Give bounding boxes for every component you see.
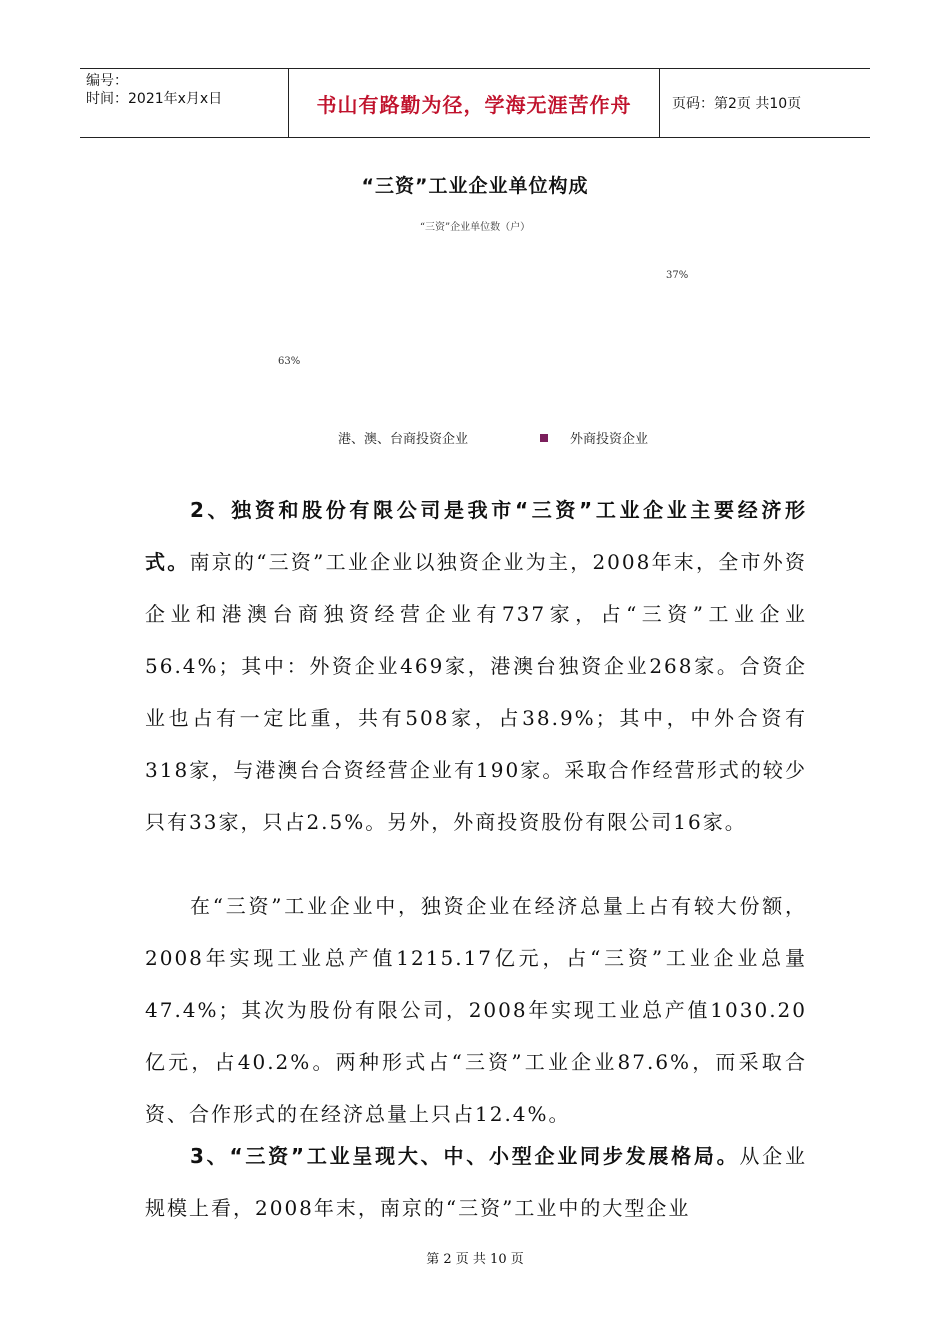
paragraph-1 — [145, 484, 807, 848]
paragraph-2 — [145, 880, 807, 1140]
chart-title: “三资”工业企业单位构成 — [361, 175, 589, 197]
header-motto: 书山有路勤为径，学海无涯苦作舟 — [289, 69, 660, 137]
header-page-info: 页码：第2页 共10页 — [672, 96, 802, 112]
header-meta — [80, 69, 289, 137]
time-label: 时间：2021年x月x日 — [86, 91, 223, 107]
paragraph-3 — [145, 1130, 807, 1234]
page-footer: 第 2 页 共 10 页 — [426, 1252, 524, 1267]
legend-label-hmt: 港、澳、台商投资企业 — [338, 432, 469, 447]
legend-swatch-foreign — [540, 434, 548, 442]
paragraph-1-heading: 2、独资和股份有限公司是我市“三资”工业企业主要经济形式。 — [145, 498, 807, 574]
chart-subtitle: “三资”企业单位数（户） — [419, 222, 531, 233]
paragraph-3-heading: 3、“三资”工业呈现大、中、小型企业同步发展格局。 — [190, 1144, 740, 1168]
legend-label-foreign: 外商投资企业 — [570, 432, 649, 447]
legend-item-foreign — [540, 428, 648, 447]
pie-chart — [0, 240, 950, 420]
number-label: 编号： — [86, 73, 128, 89]
paragraph-3-text: 从企业规模上看，2008年末，南京的“三资”工业中的大型企业 — [145, 1144, 807, 1220]
paragraph-2-text: 在“三资”工业企业中，独资企业在经济总量上占有较大份额，2008年实现工业总产值1215.17亿元，占“三资”工业企业总量47.4%；其次为股份有限公司，2008年实现工业总产值1030.20亿元，占40.2%。两种形式占“三资”工业企业87.6%，而采取合资、合作形式的在经济总量上只占12.4%。 — [145, 894, 807, 1126]
legend-item-hmt — [338, 428, 468, 447]
pie-label-63: 63% — [278, 356, 301, 367]
paragraph-1-text: 南京的“三资”工业企业以独资企业为主，2008年末，全市外资企业和港澳台商独资经营企业有737家，占“三资”工业企业56.4%；其中：外资企业469家，港澳台独资企业268家。合资企业也占有一定比重，共有508家，占38.9%；其中，中外合资有318家，与港澳台合资经营企业有190家。采取合作经营形式的较少只有33家，只占2.5%。另外，外商投资股份有限公司16家。 — [145, 550, 807, 834]
page-header — [80, 68, 870, 138]
pie-label-37: 37% — [666, 270, 689, 281]
